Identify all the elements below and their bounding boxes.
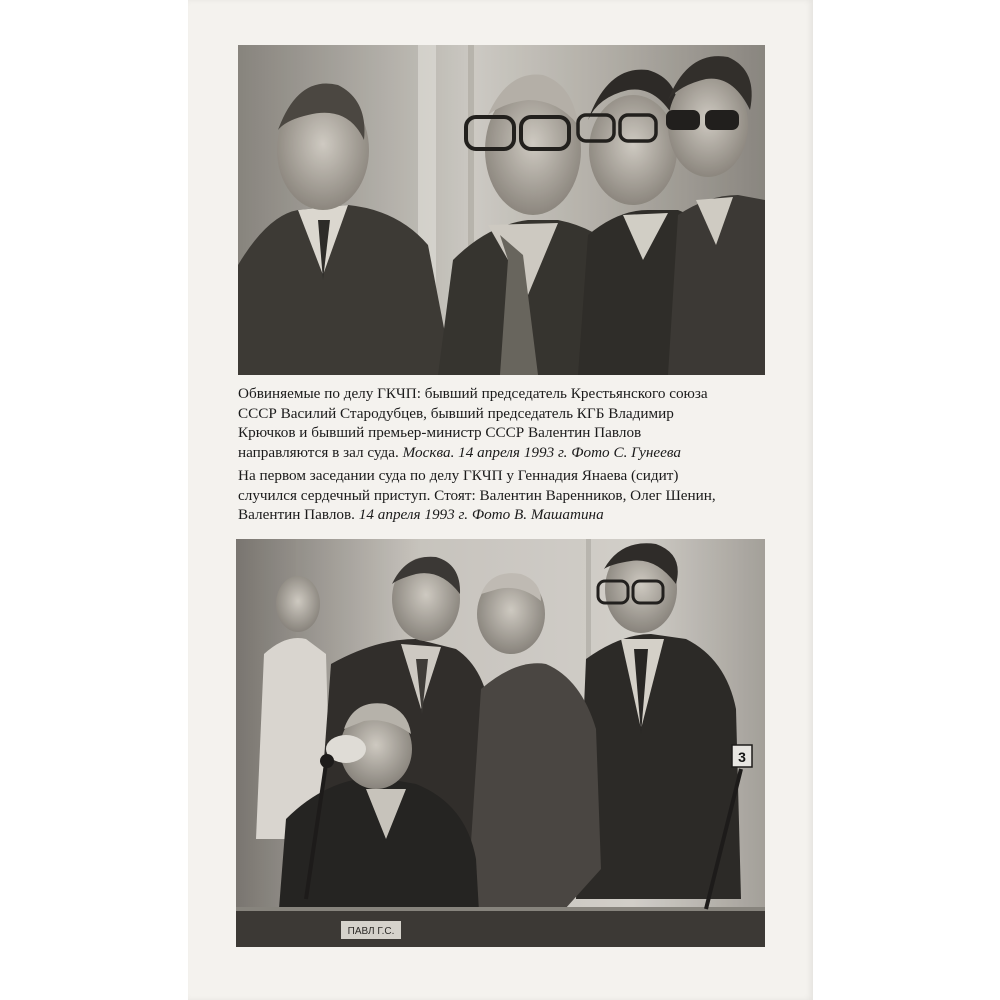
- nameplate-text: ПАВЛ Г.С.: [347, 926, 395, 937]
- caption-2-text: Валентин Павлов.: [238, 506, 359, 523]
- caption-photo-1: [238, 384, 768, 462]
- caption-photo-2: [238, 466, 768, 525]
- caption-1-line: СССР Василий Стародубцев, бывший председатель КГБ Владимир: [238, 404, 674, 422]
- caption-1-last-line: [238, 443, 768, 463]
- number-tag-text: 3: [738, 749, 746, 765]
- caption-2-last-line: [238, 505, 768, 525]
- photo-courtroom-heart-attack: [236, 539, 765, 947]
- caption-1-credit: Москва. 14 апреля 1993 г. Фото С. Гунеева: [402, 443, 681, 461]
- photo-courtroom-image: [236, 539, 765, 947]
- photo-defendants-entering: [238, 45, 765, 375]
- caption-2-line: На первом заседании суда по делу ГКЧП у Геннадия Янаева (сидит): [238, 467, 679, 484]
- caption-2-credit: 14 апреля 1993 г. Фото В. Машатина: [358, 506, 604, 523]
- photo-defendants-image: [238, 45, 765, 375]
- caption-1-line: Обвиняемые по делу ГКЧП: бывший председатель Крестьянского союза: [238, 385, 708, 402]
- caption-1-line: Крючков и бывший премьер-министр СССР Валентин Павлов: [238, 424, 642, 441]
- caption-1-text: направляются в зал суда.: [238, 443, 403, 461]
- caption-2-line: случился сердечный приступ. Стоят: Валентин Варенников, Олег Шенин,: [238, 486, 716, 504]
